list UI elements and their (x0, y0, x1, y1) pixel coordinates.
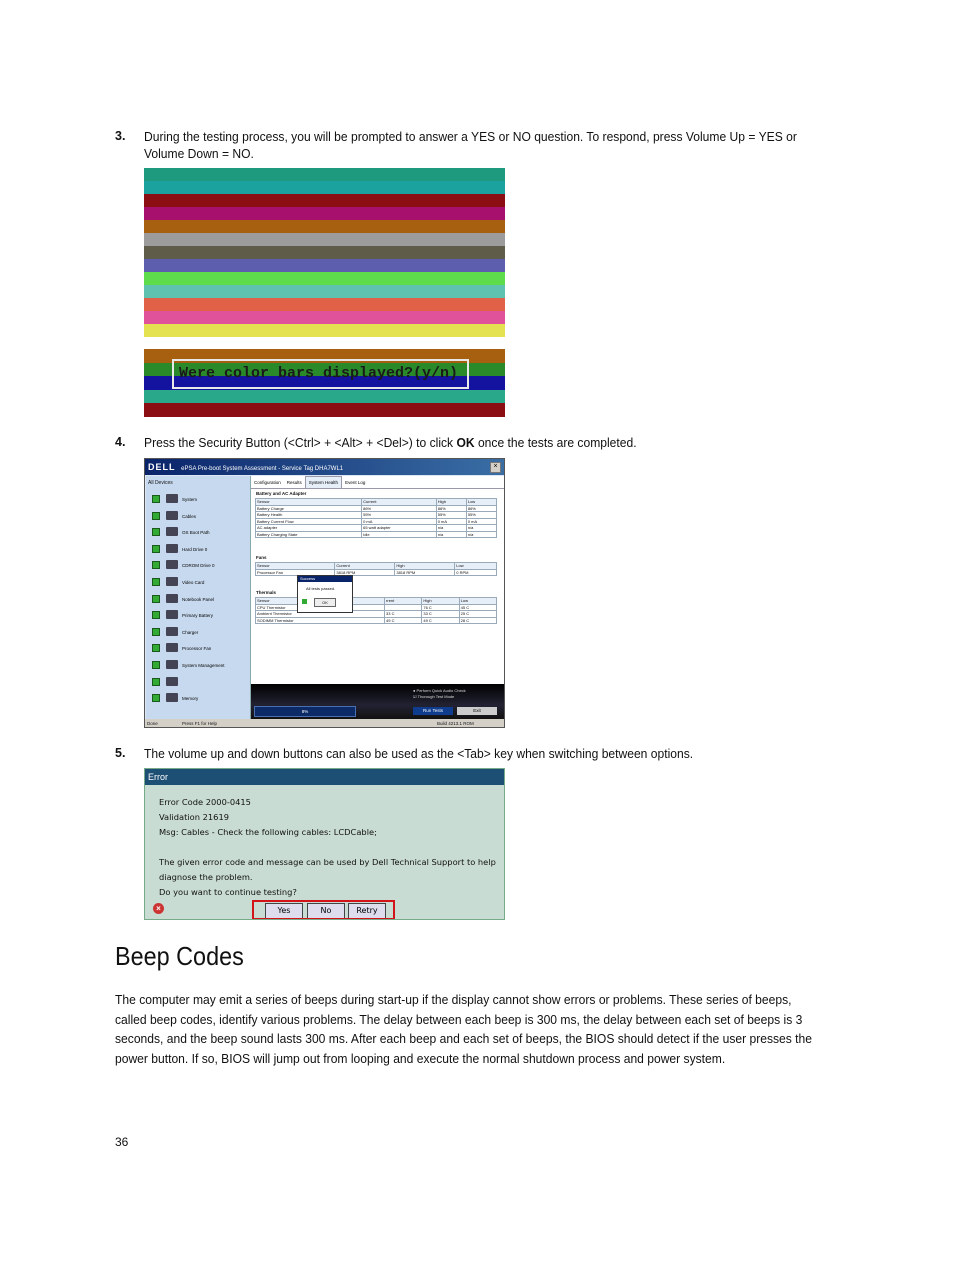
fans-section-title: Fans (256, 555, 267, 560)
color-bars-top (144, 168, 505, 337)
device-item[interactable] (150, 511, 250, 523)
main-pane (251, 476, 504, 684)
popup-title: Success (298, 576, 352, 582)
step-3-text: During the testing process, you will be prompted to answer a YES or NO question. To respond, press Volume Up = YES or Volume Down = NO. (144, 129, 797, 161)
table-cell: Battery Charge (256, 505, 362, 512)
success-check-icon (302, 599, 307, 604)
checkbox[interactable] (152, 545, 160, 553)
table-cell: Sensor (256, 563, 335, 570)
progress-bar: 8% (254, 706, 356, 717)
sidebar-header: All Devices (148, 480, 173, 486)
table-cell: 49 C (422, 617, 459, 624)
battery-section-title: Battery and AC Adapter (256, 491, 307, 496)
table-cell: Low (459, 598, 496, 605)
table-cell: Current (335, 563, 395, 570)
buttons-highlight (252, 900, 395, 920)
device-icon (166, 527, 178, 536)
device-label: Notebook Panel (182, 596, 215, 602)
close-icon[interactable]: × (490, 462, 501, 473)
device-item[interactable] (150, 594, 250, 606)
color-bar (144, 272, 505, 285)
status-left: Done (147, 721, 158, 726)
table-cell: n/a (436, 531, 466, 538)
table-cell: 55% (362, 512, 437, 519)
checkbox[interactable] (152, 561, 160, 569)
device-item[interactable] (150, 544, 250, 556)
color-bar (144, 246, 505, 259)
step-4-text-after: once the tests are completed. (474, 435, 637, 450)
table-cell: Sensor (256, 598, 385, 605)
error-code: Error Code 2000-0415 (159, 797, 251, 807)
device-label: Processor Fan (182, 646, 212, 652)
battery-table (255, 498, 497, 538)
error-help-line1: The given error code and message can be used by Dell Technical Support to help (159, 857, 496, 867)
device-icon (166, 544, 178, 553)
device-label: System (182, 497, 198, 502)
color-bar (144, 168, 505, 181)
table-cell: AC adapter (256, 525, 362, 532)
color-bar (144, 259, 505, 272)
device-item[interactable] (150, 693, 250, 705)
device-icon (166, 693, 178, 702)
yes-button[interactable]: Yes (265, 903, 303, 919)
table-cell: Low (466, 499, 496, 506)
table-cell: 3818 RPM (335, 569, 395, 576)
device-icon (166, 627, 178, 636)
device-label: Video Card (182, 580, 205, 585)
checkbox[interactable] (152, 678, 160, 686)
color-bar (144, 298, 505, 311)
table-cell: Low (455, 563, 497, 570)
device-item[interactable] (150, 577, 250, 589)
table-cell: 33 C (385, 611, 422, 618)
device-label: System Management (182, 663, 225, 668)
color-bar (144, 390, 505, 404)
checkbox[interactable] (152, 694, 160, 702)
device-label: CDROM Drive 0 (182, 563, 215, 569)
run-tests-button[interactable]: Run Tests (413, 707, 453, 715)
device-item[interactable] (150, 660, 250, 672)
step-5-number: 5. (115, 746, 126, 760)
table-cell: Ambient Thermistor (256, 611, 385, 618)
error-dialog (144, 768, 505, 920)
color-bar (144, 324, 505, 337)
device-item[interactable] (150, 643, 250, 655)
device-label: Primary Battery (182, 613, 214, 619)
device-icon (166, 511, 178, 520)
table-cell: Sensor (256, 499, 362, 506)
epsa-title: ePSA Pre-boot System Assessment - Service Tag DHA7WL1 (181, 466, 344, 472)
tab[interactable]: System Health (305, 476, 342, 488)
error-validation: Validation 21619 (159, 812, 230, 822)
fans-table (255, 562, 497, 576)
table-cell: High (395, 563, 455, 570)
color-bar (144, 207, 505, 220)
checkbox[interactable] (152, 661, 160, 669)
table-row (256, 617, 497, 624)
color-bar (144, 403, 505, 417)
tab-bar (251, 476, 504, 489)
table-cell: High (422, 598, 459, 605)
status-mid: Press F1 for Help (182, 721, 218, 726)
step-3-number: 3. (115, 129, 126, 143)
device-icon (166, 677, 178, 686)
device-icon (166, 494, 178, 503)
color-bar (144, 181, 505, 194)
device-label: Cables (182, 513, 197, 519)
section-heading: Beep Codes (115, 941, 244, 971)
exit-button[interactable]: Exit (457, 707, 497, 715)
device-label: Charger (182, 629, 199, 635)
table-cell: Battery Health (256, 512, 362, 519)
checkbox[interactable] (152, 495, 160, 503)
error-title: Error (145, 769, 504, 785)
checkbox[interactable] (152, 611, 160, 619)
dell-logo: DELL (148, 462, 176, 472)
control-bar (251, 684, 504, 719)
table-cell: n/a (466, 525, 496, 532)
table-cell: Current (362, 499, 437, 506)
success-popup (297, 575, 353, 613)
step-4-number: 4. (115, 435, 126, 449)
page-number: 36 (115, 1135, 129, 1149)
color-bar (144, 285, 505, 298)
step-4-ok: OK (456, 435, 475, 450)
table-cell: 3818 RPM (395, 569, 455, 576)
step-4-text (144, 434, 800, 451)
device-icon (166, 577, 178, 586)
table-cell: High (436, 499, 466, 506)
table-cell: 55% (466, 512, 496, 519)
table-cell: 86% (436, 505, 466, 512)
error-icon: × (153, 903, 164, 914)
table-cell: 76 C (422, 604, 459, 611)
device-icon (166, 610, 178, 619)
color-bar (144, 311, 505, 324)
device-label: OS Boot Path (182, 530, 210, 536)
tab[interactable]: Configuration (254, 480, 281, 485)
table-cell: 65 watt adapter (362, 525, 437, 532)
checkbox[interactable] (152, 595, 160, 603)
table-cell: Battery Current Flow (256, 518, 362, 525)
table-cell: 25 C (459, 611, 496, 618)
table-cell: 0 mA (436, 518, 466, 525)
device-icon (166, 560, 178, 569)
device-item[interactable] (150, 560, 250, 572)
table-cell: 0 mA (362, 518, 437, 525)
table-cell: Battery Charging State (256, 531, 362, 538)
table-cell: 0 RPM (455, 569, 497, 576)
option2-label: Thorough Test Mode (417, 694, 455, 699)
quick-audio-option[interactable]: ● Perform Quick Audio Check (413, 688, 466, 693)
table-cell: 86% (362, 505, 437, 512)
color-bar (144, 233, 505, 246)
checkbox[interactable] (152, 628, 160, 636)
thermals-section-title: Thermals (256, 590, 277, 595)
table-cell: 0 mA (466, 518, 496, 525)
color-bars-prompt: Were color bars displayed?(y/n) (172, 359, 469, 389)
device-icon (166, 660, 178, 669)
checkbox[interactable] (152, 578, 160, 586)
device-label: Hard Drive 0 (182, 546, 208, 552)
device-item[interactable] (150, 677, 250, 689)
table-cell: 33 C (422, 611, 459, 618)
popup-ok-button[interactable]: OK (314, 598, 336, 607)
error-help-line2: diagnose the problem. (159, 872, 253, 882)
color-bar (144, 220, 505, 233)
device-icon (166, 643, 178, 652)
checkbox[interactable] (152, 644, 160, 652)
device-sidebar (146, 476, 251, 719)
table-row (256, 531, 497, 538)
table-cell: 49 C (385, 617, 422, 624)
table-cell: 45 C (459, 604, 496, 611)
thermals-table (255, 597, 497, 624)
device-item[interactable] (150, 527, 250, 539)
table-cell: Idle (362, 531, 437, 538)
popup-message: All tests passed. (306, 586, 336, 591)
table-cell: 86% (466, 505, 496, 512)
beep-codes-paragraph: The computer may emit a series of beeps during start-up if the display cannot show errors or problems. These series of beeps, called beep codes, identify various problems. The delay between each beep is 300 ms, the delay between each set of beeps is 3 seconds, and the beep sound lasts 300 ms. After each beep and each set of beeps, the BIOS should detect if the user presses the power button. If so, BIOS will jump out from looping and execute the normal shutdown process and power system. (115, 992, 812, 1066)
device-item[interactable] (150, 610, 250, 622)
no-button[interactable]: No (307, 903, 345, 919)
table-cell: Processor Fan (256, 569, 335, 576)
device-label: Memory (182, 696, 199, 702)
device-item[interactable] (150, 627, 250, 639)
epsa-titlebar (145, 459, 504, 475)
table-cell: rrent (385, 598, 422, 605)
option1-label: Perform Quick Audio Check (416, 688, 466, 693)
status-bar (145, 719, 504, 728)
table-cell: CPU Thermistor (256, 604, 385, 611)
device-icon (166, 594, 178, 603)
thorough-mode-option[interactable]: ☑ Thorough Test Mode (413, 694, 455, 699)
table-cell: n/a (466, 531, 496, 538)
table-row (256, 569, 497, 576)
error-message: Msg: Cables - Check the following cables: LCDCable; (159, 827, 377, 837)
device-item[interactable] (150, 494, 250, 506)
table-cell: SODIMM Thermistor (256, 617, 385, 624)
table-cell: 28 C (459, 617, 496, 624)
status-right: Build 4213.1 ROM (437, 721, 474, 726)
step-5-text: The volume up and down buttons can also be used as the <Tab> key when switching between options. (144, 746, 694, 761)
tab[interactable]: Results (286, 480, 302, 485)
table-cell: n/a (436, 525, 466, 532)
error-question: Do you want to continue testing? (159, 887, 297, 897)
tab[interactable]: Event Log (345, 480, 366, 485)
table-cell: 55% (436, 512, 466, 519)
step-4-text-before: Press the Security Button (<Ctrl> + <Alt> + <Del>) to click (144, 435, 457, 450)
retry-button[interactable]: Retry (348, 903, 386, 919)
color-bar (144, 194, 505, 207)
checkbox[interactable] (152, 528, 160, 536)
checkbox[interactable] (152, 512, 160, 520)
